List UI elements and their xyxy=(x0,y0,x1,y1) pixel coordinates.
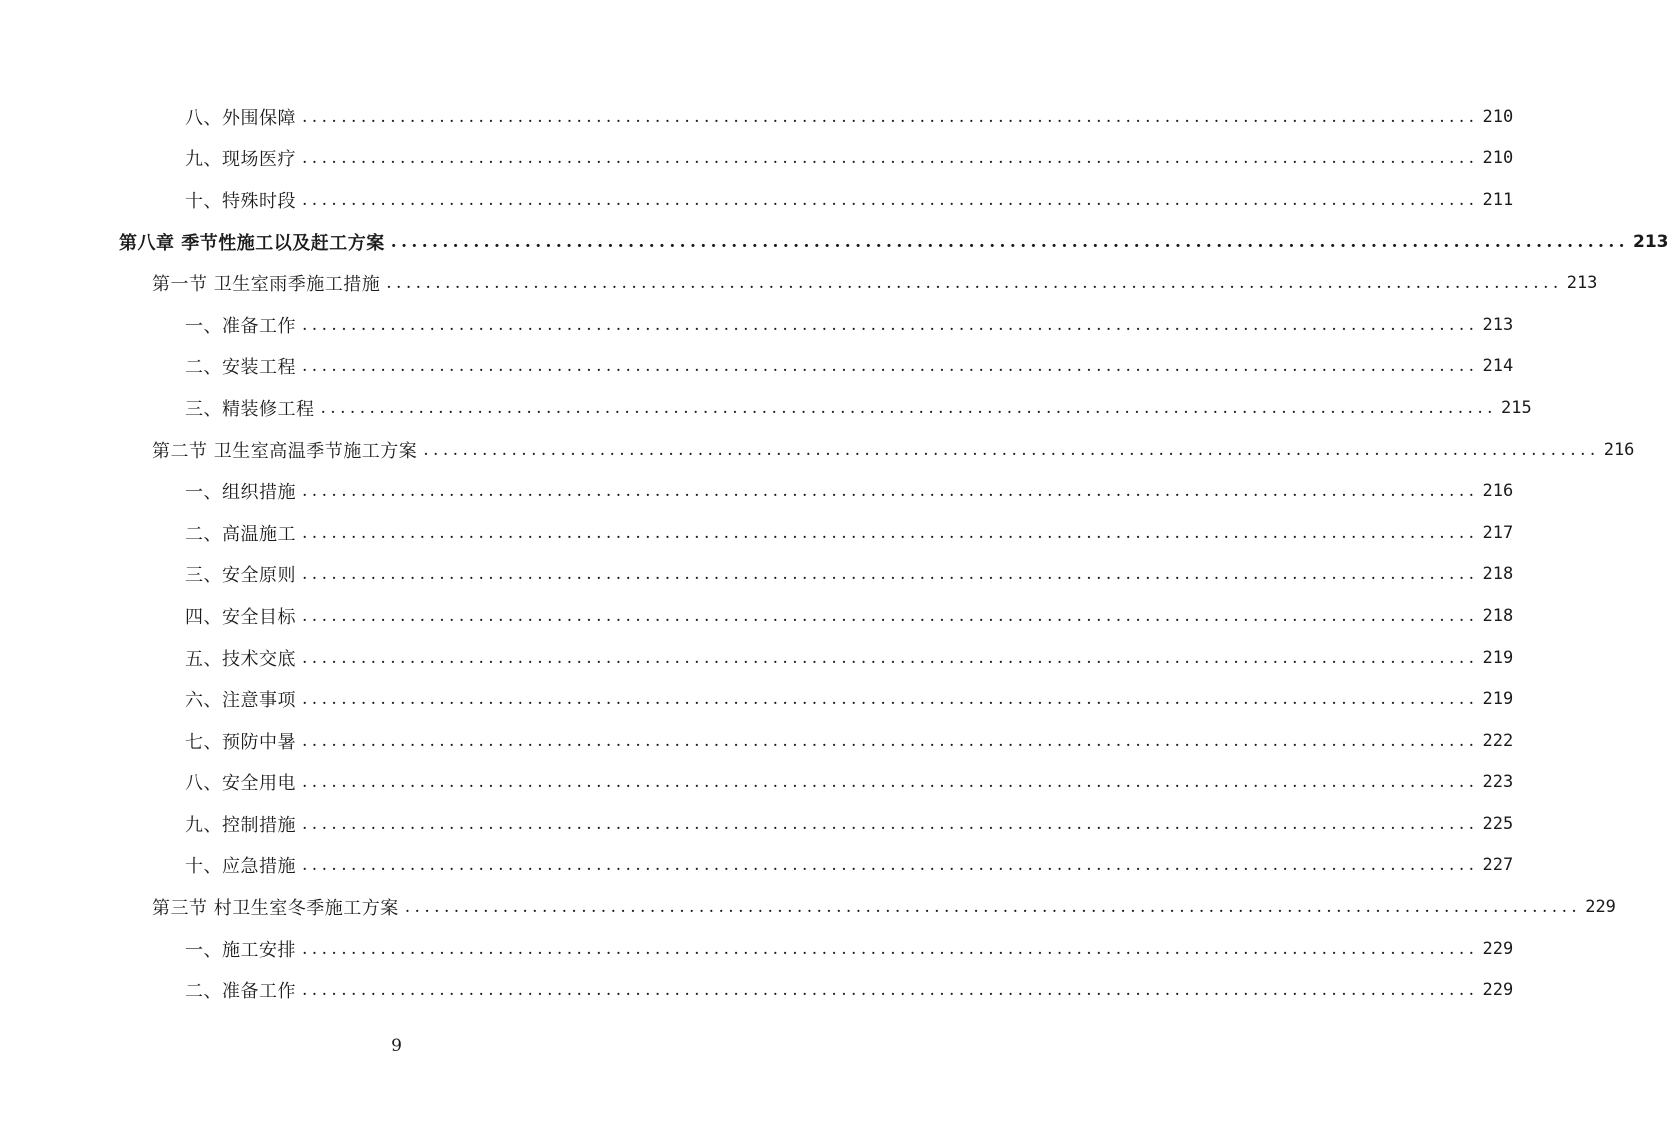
toc-entry-title: 二、安装工程 xyxy=(185,357,296,379)
toc-entry-item[interactable] xyxy=(0,138,1514,180)
toc-entry-page-number: 218 xyxy=(1482,564,1514,585)
toc-entry-page-number: 211 xyxy=(1482,189,1514,210)
toc-entry-page-number: 217 xyxy=(1482,522,1514,543)
toc-entry-title: 一、施工安排 xyxy=(185,939,296,961)
toc-entry-page-number: 229 xyxy=(1585,897,1616,918)
toc-entry-page-number: 216 xyxy=(1482,481,1514,502)
toc-entry-title: 七、预防中暑 xyxy=(185,731,296,753)
toc-entry-item[interactable] xyxy=(0,678,1514,720)
toc-entry-page-number: 219 xyxy=(1482,689,1514,710)
dot-leader: ........................................................................................................................ xyxy=(423,439,1600,460)
toc-entry-item[interactable] xyxy=(0,637,1514,679)
toc-entry-item[interactable] xyxy=(0,762,1514,804)
dot-leader: ........................................................................................................................ xyxy=(302,980,1479,1001)
toc-entry-title: 五、技术交底 xyxy=(185,648,296,670)
toc-entry-item[interactable] xyxy=(0,346,1514,388)
dot-leader: ........................................................................................................................ xyxy=(302,106,1479,127)
toc-entry-page-number: 219 xyxy=(1482,647,1514,668)
toc-entry-title: 二、高温施工 xyxy=(185,523,296,545)
toc-entry-title: 八、外围保障 xyxy=(185,107,296,129)
page-number: 9 xyxy=(391,1036,402,1056)
toc-entry-title: 九、控制措施 xyxy=(185,814,296,836)
toc-entry-title: 九、现场医疗 xyxy=(185,149,296,171)
dot-leader: ........................................................................................................................ xyxy=(302,855,1479,876)
toc-entry-title: 八、安全用电 xyxy=(185,773,296,795)
toc-entry-section[interactable] xyxy=(0,886,1616,928)
dot-leader: ........................................................................................................................ xyxy=(302,189,1479,210)
toc-entry-title: 一、组织措施 xyxy=(185,482,296,504)
dot-leader: ........................................................................................................................ xyxy=(320,397,1497,418)
toc-entry-page-number: 222 xyxy=(1482,730,1514,751)
toc-entry-section[interactable] xyxy=(0,262,1598,304)
dot-leader: ........................................................................................................................ xyxy=(302,605,1479,626)
toc-entry-item[interactable] xyxy=(0,387,1532,429)
toc-entry-title: 三、精装修工程 xyxy=(185,398,315,420)
dot-leader: ........................................................................................................................ xyxy=(404,897,1582,918)
dot-leader: ........................................................................................................................ xyxy=(302,647,1479,668)
toc-entry-page-number: 216 xyxy=(1603,439,1635,460)
toc-entry-item[interactable] xyxy=(0,554,1514,596)
toc-entry-page-number: 213 xyxy=(1632,231,1668,252)
dot-leader: ........................................................................................................................ xyxy=(302,148,1479,169)
toc-entry-item[interactable] xyxy=(0,845,1514,887)
toc-entry-title: 第八章 季节性施工以及赶工方案 xyxy=(119,232,385,254)
toc-entry-item[interactable] xyxy=(0,595,1514,637)
toc-entry-page-number: 229 xyxy=(1482,980,1514,1001)
toc-entry-item[interactable] xyxy=(0,304,1514,346)
toc-entry-page-number: 215 xyxy=(1500,397,1532,418)
toc-entry-title: 十、特殊时段 xyxy=(185,190,296,212)
toc-entry-page-number: 227 xyxy=(1482,855,1514,876)
toc-entry-title: 三、安全原则 xyxy=(185,565,296,587)
table-of-contents xyxy=(0,96,1668,1011)
toc-entry-item[interactable] xyxy=(0,928,1514,970)
toc-entry-page-number: 214 xyxy=(1482,356,1514,377)
toc-entry-title: 十、应急措施 xyxy=(185,856,296,878)
dot-leader: ........................................................................................................................ xyxy=(302,356,1479,377)
toc-entry-item[interactable] xyxy=(0,179,1514,221)
toc-entry-title: 四、安全目标 xyxy=(185,606,296,628)
toc-entry-title: 第二节 卫生室高温季节施工方案 xyxy=(152,440,418,462)
toc-entry-item[interactable] xyxy=(0,512,1514,554)
toc-entry-title: 六、注意事项 xyxy=(185,690,296,712)
toc-entry-page-number: 229 xyxy=(1482,938,1514,959)
toc-entry-page-number: 213 xyxy=(1566,273,1598,294)
dot-leader: ........................................................................................................................ xyxy=(390,231,1629,252)
toc-entry-item[interactable] xyxy=(0,720,1514,762)
toc-entry-page-number: 210 xyxy=(1482,148,1514,169)
toc-entry-page-number: 223 xyxy=(1482,772,1514,793)
dot-leader: ........................................................................................................................ xyxy=(302,938,1479,959)
toc-entry-title: 二、准备工作 xyxy=(185,981,296,1003)
dot-leader: ........................................................................................................................ xyxy=(302,481,1479,502)
toc-entry-item[interactable] xyxy=(0,969,1514,1011)
dot-leader: ........................................................................................................................ xyxy=(302,564,1479,585)
toc-entry-title: 第三节 村卫生室冬季施工方案 xyxy=(152,898,399,920)
toc-entry-page-number: 218 xyxy=(1482,605,1514,626)
toc-entry-section[interactable] xyxy=(0,429,1635,471)
toc-entry-page-number: 213 xyxy=(1482,314,1514,335)
toc-entry-page-number: 225 xyxy=(1482,813,1514,834)
dot-leader: ........................................................................................................................ xyxy=(302,730,1479,751)
dot-leader: ........................................................................................................................ xyxy=(302,689,1479,710)
dot-leader: ........................................................................................................................ xyxy=(302,772,1479,793)
toc-entry-page-number: 210 xyxy=(1482,106,1514,127)
toc-entry-item[interactable] xyxy=(0,803,1514,845)
dot-leader: ........................................................................................................................ xyxy=(302,522,1479,543)
toc-entry-item[interactable] xyxy=(0,470,1514,512)
toc-entry-title: 第一节 卫生室雨季施工措施 xyxy=(152,274,381,296)
toc-entry-title: 一、准备工作 xyxy=(185,315,296,337)
dot-leader: ........................................................................................................................ xyxy=(302,314,1479,335)
dot-leader: ........................................................................................................................ xyxy=(386,273,1563,294)
toc-entry-item[interactable] xyxy=(0,96,1514,138)
toc-entry-chapter[interactable] xyxy=(0,221,1668,263)
dot-leader: ........................................................................................................................ xyxy=(302,813,1479,834)
